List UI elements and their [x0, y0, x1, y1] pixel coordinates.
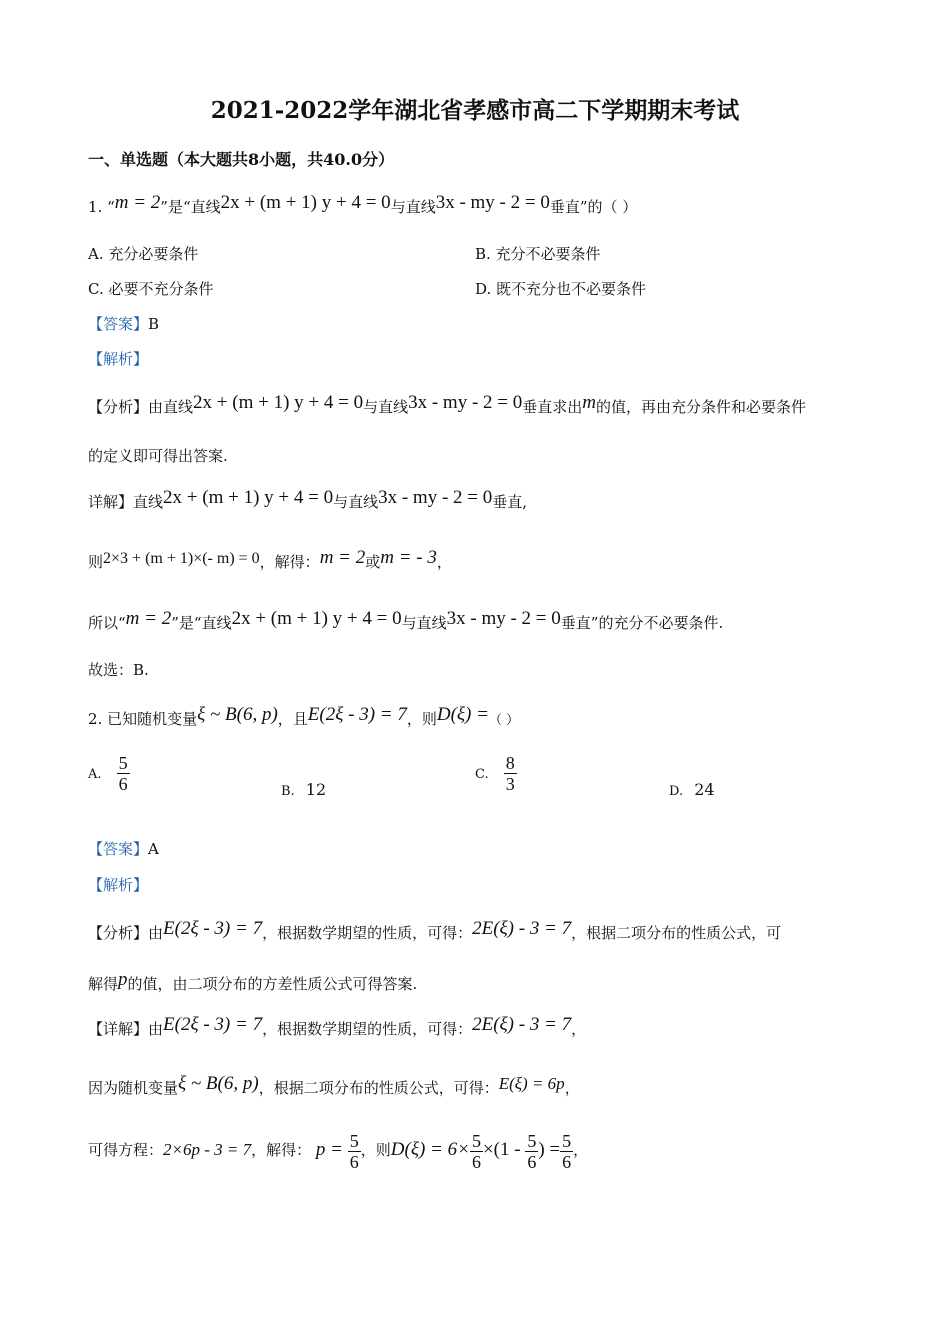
q2-text: ，则 — [406, 710, 437, 728]
frac-num: 8 — [505, 753, 515, 773]
q1-conclusion — [88, 609, 723, 633]
solution-2: m = - 3 — [380, 547, 437, 568]
detail-text: ， — [571, 1020, 587, 1038]
q2-number: 2. 已知随机变量 — [88, 710, 198, 728]
frac-num: 5 — [118, 753, 128, 773]
q1-detail — [88, 488, 527, 512]
q1-option-a: A. 充分必要条件 — [88, 245, 199, 263]
answer-tag: 【答案】 — [88, 315, 149, 333]
q2-condition: E(2ξ - 3) = 7 — [307, 704, 407, 725]
q1-text-2: 与直线 — [390, 198, 436, 216]
analysis-text: ，根据二项分布的性质公式，可 — [571, 924, 782, 942]
frac-den: 3 — [505, 774, 515, 794]
solve-end: ) = — [538, 1139, 561, 1160]
detail-condition: E(2ξ - 3) = 7 — [163, 1014, 263, 1035]
analysis-tag: 【分析】 — [88, 924, 149, 942]
because-text: 因为随机变量 — [88, 1079, 179, 1097]
q1-option-d: D. 既不充分也不必要条件 — [475, 280, 647, 298]
conclusion-condition: m = 2 — [125, 608, 172, 629]
analysis-text: 垂直求出 — [522, 398, 583, 416]
q2-stem — [88, 705, 519, 731]
q2-option-a — [88, 753, 130, 794]
q2-solve — [88, 1130, 588, 1172]
solve-text: ， — [436, 553, 452, 571]
analysis-line-1: 2x + (m + 1) y + 4 = 0 — [193, 392, 364, 413]
frac-den: 6 — [471, 1151, 481, 1172]
frac-den: 6 — [118, 774, 128, 794]
q1-analysis-cont: 的定义即可得出答案. — [88, 447, 228, 465]
variance-fraction-2 — [525, 1131, 538, 1172]
conclusion-text: 垂直”的充分不必要条件. — [560, 614, 724, 632]
q1-analysis — [88, 393, 806, 417]
p-fraction — [348, 1131, 361, 1172]
solve-text: ，解得： — [259, 553, 320, 571]
solve-p: p = — [315, 1139, 343, 1160]
q2-jiexi-tag: 【解析】 — [88, 876, 149, 894]
q2-distribution: ξ ~ B(6, p) — [197, 704, 278, 725]
frac-den: 6 — [349, 1151, 359, 1172]
q2-option-d — [669, 780, 715, 799]
option-label: B. — [281, 784, 295, 799]
detail-line-1: 2x + (m + 1) y + 4 = 0 — [163, 487, 334, 508]
q1-line-1: 2x + (m + 1) y + 4 = 0 — [220, 192, 391, 213]
analysis-text: 解得 — [88, 975, 119, 993]
frac-den: 6 — [527, 1151, 537, 1172]
q1-answer — [88, 314, 159, 334]
analysis-text: 由直线 — [148, 398, 194, 416]
answer-value: A — [148, 840, 159, 858]
because-text: ， — [564, 1079, 580, 1097]
analysis-line-2: 3x - my - 2 = 0 — [408, 392, 523, 413]
q2-analysis — [88, 919, 781, 943]
analysis-tag: 【分析】 — [88, 398, 149, 416]
option-b-value: 12 — [305, 780, 327, 799]
solve-variance: D(ξ) = 6× — [390, 1139, 470, 1160]
detail-tag: 【详解】 — [88, 1020, 149, 1038]
q1-line-2: 3x - my - 2 = 0 — [435, 192, 550, 213]
option-a-fraction — [117, 753, 130, 794]
because-distribution: ξ ~ B(6, p) — [178, 1073, 259, 1094]
detail-line-2: 3x - my - 2 = 0 — [378, 487, 493, 508]
q2-paren: （ ） — [488, 713, 520, 728]
analysis-text: 由 — [148, 924, 164, 942]
solve-mid: ×(1 - — [482, 1139, 521, 1160]
analysis-p: p — [118, 969, 128, 990]
q2-answer — [88, 839, 159, 859]
option-label: D. — [669, 784, 684, 799]
variance-fraction-3 — [560, 1131, 573, 1172]
analysis-condition: E(2ξ - 3) = 7 — [163, 918, 263, 939]
analysis-text: 与直线 — [363, 398, 409, 416]
analysis-text: 的值，再由充分条件和必要条件 — [596, 398, 807, 416]
solve-text: 则 — [88, 553, 104, 571]
detail-equation: 2E(ξ) - 3 = 7 — [472, 1014, 572, 1035]
q1-text-1: ”是“直线 — [160, 198, 221, 216]
q2-text: ，且 — [277, 710, 308, 728]
solve-text: ，则 — [360, 1141, 391, 1159]
frac-num: 5 — [471, 1130, 481, 1151]
q1-condition: m = 2 — [114, 192, 161, 213]
solve-text: 可得方程： — [88, 1141, 164, 1159]
option-c-fraction — [504, 753, 517, 794]
option-label: A. — [88, 767, 102, 782]
frac-num: 5 — [562, 1130, 572, 1151]
detail-text: 垂直, — [492, 493, 528, 511]
q1-number: 1. “ — [88, 198, 115, 216]
solution-1: m = 2 — [319, 547, 366, 568]
solve-equation: 2×3 + (m + 1)×(- m) = 0 — [103, 550, 260, 567]
detail-tag: 详解】 — [88, 493, 134, 511]
option-label: C. — [475, 767, 489, 782]
q2-detail — [88, 1015, 586, 1039]
q2-option-b — [281, 780, 326, 799]
solve-text: 或 — [365, 553, 381, 571]
detail-text: ，根据数学期望的性质，可得： — [262, 1020, 473, 1038]
because-text: ，根据二项分布的性质公式，可得： — [258, 1079, 499, 1097]
variance-fraction-1 — [470, 1131, 483, 1172]
frac-num: 5 — [527, 1130, 537, 1151]
analysis-text: ，根据数学期望的性质，可得： — [262, 924, 473, 942]
section-heading: 一、单选题（本大题共8小题，共40.0分） — [88, 150, 395, 169]
solve-text: ， — [573, 1141, 589, 1159]
detail-text: 由 — [148, 1020, 164, 1038]
frac-num: 5 — [349, 1130, 359, 1151]
q1-stem — [88, 193, 637, 217]
because-equation: E(ξ) = 6p — [498, 1074, 565, 1093]
detail-text: 与直线 — [333, 493, 379, 511]
conclusion-text: 所以“ — [88, 614, 126, 632]
analysis-equation: 2E(ξ) - 3 = 7 — [472, 918, 572, 939]
conclusion-line-1: 2x + (m + 1) y + 4 = 0 — [231, 608, 402, 629]
q1-final: 故选：B. — [88, 661, 149, 679]
q1-option-c: C. 必要不充分条件 — [88, 280, 214, 298]
q2-because — [88, 1074, 580, 1098]
detail-text: 直线 — [133, 493, 164, 511]
q2-option-c — [475, 753, 517, 794]
q1-jiexi-tag: 【解析】 — [88, 350, 149, 368]
page-title: 2021-2022学年湖北省孝感市高二下学期期末考试 — [210, 97, 740, 124]
answer-tag: 【答案】 — [88, 840, 149, 858]
q1-solve — [88, 548, 452, 572]
q2-analysis-cont — [88, 970, 417, 994]
answer-value: B — [148, 315, 160, 333]
conclusion-line-2: 3x - my - 2 = 0 — [446, 608, 561, 629]
solve-equation: 2×6p - 3 = 7 — [163, 1140, 252, 1159]
conclusion-text: 与直线 — [401, 614, 447, 632]
q1-option-b: B. 充分不必要条件 — [475, 245, 601, 263]
conclusion-text: ”是“直线 — [171, 614, 232, 632]
q2-target: D(ξ) = — [436, 704, 489, 725]
analysis-m: m — [582, 392, 596, 413]
analysis-text: 的值，由二项分布的方差性质公式可得答案. — [127, 975, 418, 993]
frac-den: 6 — [562, 1151, 572, 1172]
q1-text-3: 垂直”的（ ） — [549, 198, 638, 216]
option-d-value: 24 — [694, 780, 715, 799]
solve-text: ，解得： — [251, 1141, 312, 1159]
